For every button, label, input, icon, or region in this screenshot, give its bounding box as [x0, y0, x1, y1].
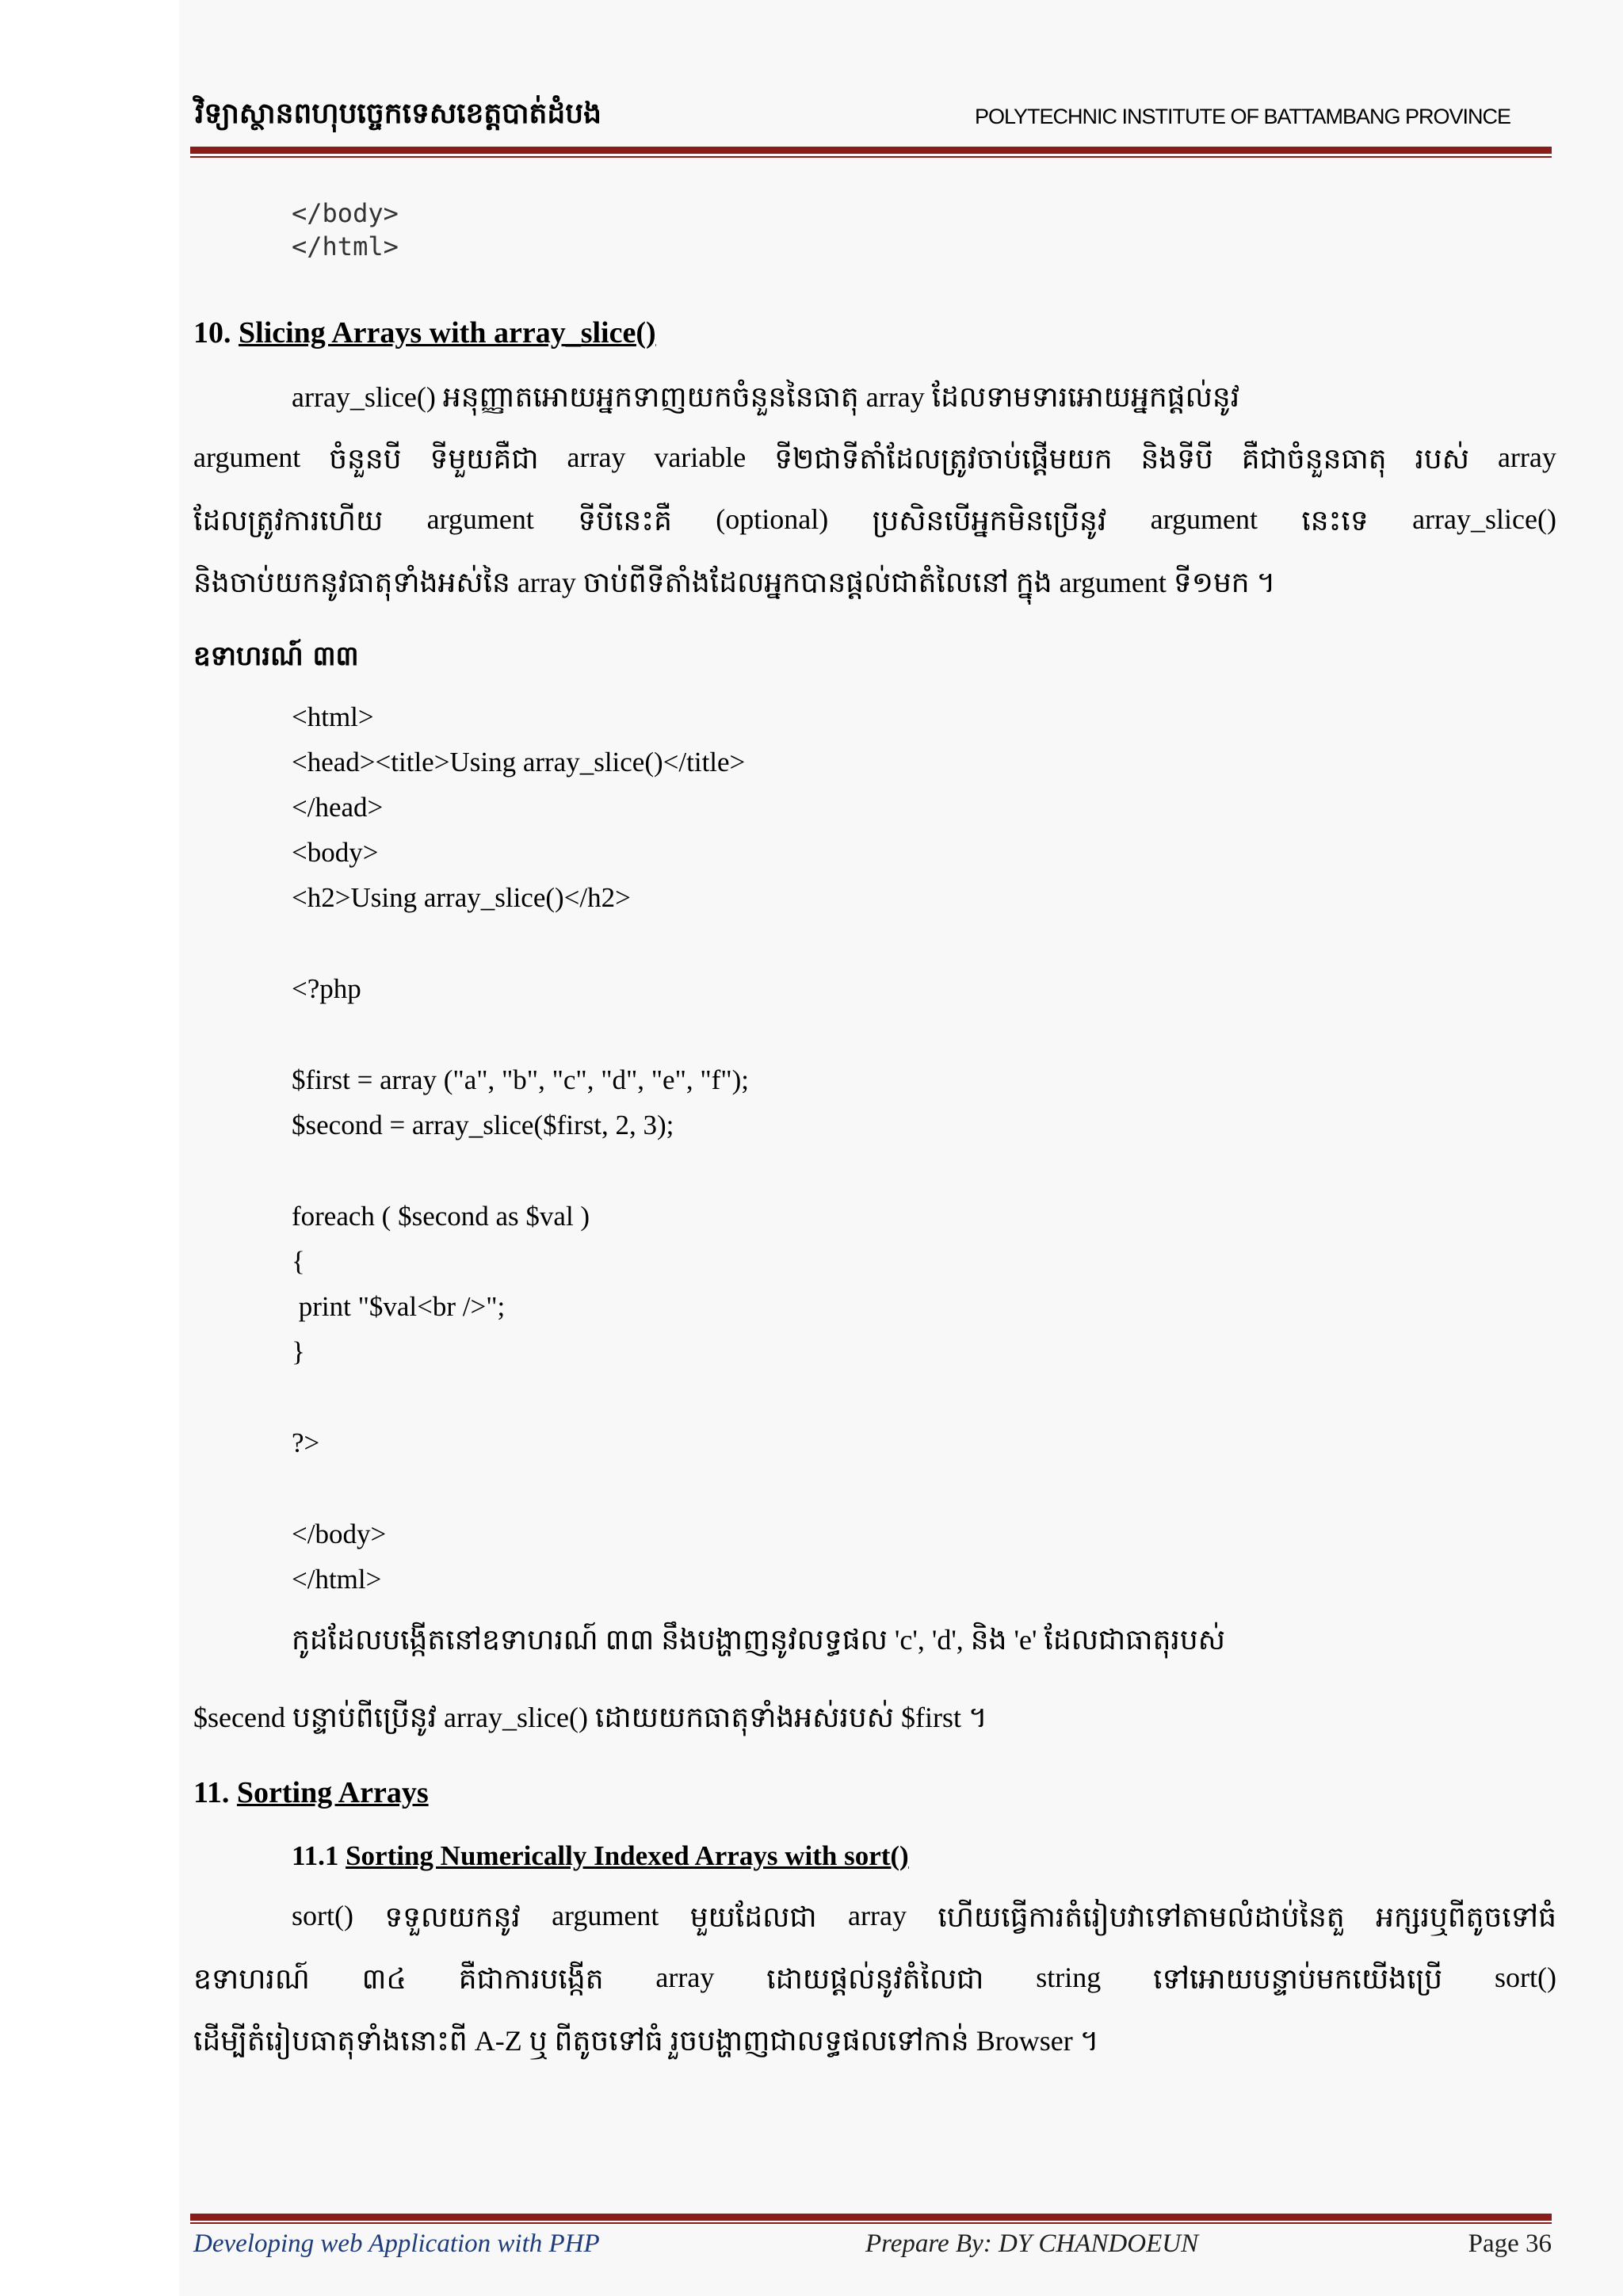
word: argument — [426, 503, 534, 535]
section-heading-11 — [193, 1775, 429, 1810]
word: គឺជាចំនួនធាតុ — [1241, 443, 1387, 475]
word: ទៅអោយបន្ទាប់មកយើងប្រើ — [1153, 1963, 1443, 1995]
footer-rule — [190, 2214, 1552, 2221]
code-line: ?> — [292, 1427, 320, 1458]
word: ដោយផ្តល់នូវតំលៃជា — [766, 1963, 984, 1995]
paragraph-line: កូដដែលបង្កើតនៅឧទាហរណ៍ ៣៣ នឹងបង្ហាញនូវលទ្ធផល 'c', 'd', និង 'e' ដែលជាធាតុរបស់ — [292, 1624, 1225, 1656]
word: array_slice() — [1412, 503, 1556, 535]
footer-author: Prepare By: DY CHANDOEUN — [865, 2229, 1199, 2258]
code-line: </html> — [292, 1564, 382, 1595]
word: ៣៤ — [361, 1963, 407, 1995]
word: ឧទាហរណ៍ — [193, 1963, 310, 1995]
footer-page-number: Page 36 — [1468, 2229, 1552, 2258]
word: (optional) — [716, 503, 829, 535]
paragraph-line-justified — [193, 1961, 1556, 2003]
section-title: Slicing Arrays with array_slice() — [239, 316, 656, 350]
word: array — [848, 1900, 907, 1931]
paragraph-line-justified — [193, 502, 1556, 544]
subsection-heading-11-1 — [292, 1840, 909, 1872]
section-heading-10 — [193, 315, 656, 350]
footer-rule-thin — [190, 2222, 1552, 2224]
code-line: $second = array_slice($first, 2, 3); — [292, 1110, 674, 1140]
word: array — [655, 1962, 715, 1993]
code-line: </body> — [292, 1519, 387, 1549]
word: ទីមួយគឺជា — [430, 443, 539, 475]
word: string — [1036, 1962, 1102, 1993]
code-line: </html> — [292, 231, 399, 262]
code-line: } — [292, 1336, 305, 1367]
word: ដែលត្រូវការហើយ — [193, 505, 384, 537]
code-line: <?php — [292, 973, 361, 1004]
header-khmer-title: វិទ្យាស្ថានពហុបច្ចេកទេសខេត្តបាត់ដំបង — [195, 97, 601, 130]
word: sort() — [1494, 1962, 1556, 1993]
word: ហើយធ្វើការតំរៀបវាទៅតាមលំដាប់នៃតួ — [938, 1901, 1345, 1933]
paragraph-line: និងចាប់យកនូវធាតុទាំងអស់នៃ array ចាប់ពីទីតាំងដែលអ្នកបានផ្តល់ជាតំលៃនៅ ក្នុង argument ទី១មក ។ — [193, 567, 1276, 598]
subsection-title: Sorting Numerically Indexed Arrays with sort() — [346, 1840, 909, 1871]
word: គឺជាការបង្កើត — [458, 1963, 604, 1995]
header-rule-thin — [190, 156, 1552, 158]
word: ចំនួនបី — [329, 443, 402, 475]
code-line: { — [292, 1246, 305, 1277]
example-title: ឧទាហរណ៍ ៣៣ — [193, 640, 359, 672]
section-number: 10. — [193, 316, 231, 350]
code-line: <head><title>Using array_slice()</title> — [292, 747, 746, 777]
code-line: print "$val<br />"; — [292, 1291, 506, 1322]
word: array — [1497, 441, 1556, 473]
code-line: <h2>Using array_slice()</h2> — [292, 882, 631, 913]
word: argument — [1150, 503, 1258, 535]
word: អក្សរឬពីតូចទៅធំ — [1376, 1901, 1556, 1933]
word: argument — [193, 441, 301, 473]
paragraph-line: ដើម្បីតំរៀបធាតុទាំងនោះពី A-Z ឬ ពីតូចទៅធំ រួចបង្ហាញជាលទ្ធផលទៅកាន់ Browser ។ — [193, 2025, 1099, 2057]
paragraph-line: $secend បន្ទាប់ពីប្រើនូវ array_slice() ដោយយកធាតុទាំងអស់របស់ $first ។ — [193, 1702, 987, 1733]
code-line: </body> — [292, 198, 399, 228]
word: ទទួលយកនូវ — [384, 1901, 521, 1933]
word: array — [567, 441, 626, 473]
word: sort() — [292, 1900, 353, 1931]
subsection-number: 11.1 — [292, 1840, 339, 1871]
header-english-title: POLYTECHNIC INSTITUTE OF BATTAMBANG PROVINCE — [974, 105, 1510, 128]
code-line: $first = array ("a", "b", "c", "d", "e", "f"); — [292, 1064, 749, 1095]
footer-course-title: Developing web Application with PHP — [193, 2229, 600, 2258]
code-line: <html> — [292, 701, 374, 732]
header-rule — [190, 147, 1552, 154]
word: និងទីបី — [1140, 443, 1213, 475]
word: របស់ — [1415, 443, 1470, 475]
code-line: <body> — [292, 837, 379, 868]
word: variable — [654, 441, 747, 473]
word: argument — [552, 1900, 659, 1931]
code-line: foreach ( $second as $val ) — [292, 1201, 590, 1232]
word: ប្រសិនបើអ្នកមិនប្រើនូវ — [872, 505, 1107, 537]
paragraph-line-justified — [292, 1899, 1556, 1941]
word: នេះទេ — [1301, 505, 1369, 537]
paragraph-line-justified — [193, 441, 1556, 483]
word: មួយដែលជា — [689, 1901, 817, 1933]
word: ទី២ជាទីតាំដែលត្រូវចាប់ផ្តើមយក — [774, 443, 1113, 475]
paragraph-line: array_slice() អនុញ្ញាតអោយអ្នកទាញយកចំនួននៃធាតុ array ដែលទាមទារអោយអ្នកផ្តល់នូវ — [292, 381, 1240, 413]
section-title: Sorting Arrays — [236, 1776, 429, 1809]
section-number: 11. — [193, 1776, 230, 1809]
code-line: </head> — [292, 792, 384, 823]
word: ទីបីនេះគឺ — [578, 505, 672, 537]
